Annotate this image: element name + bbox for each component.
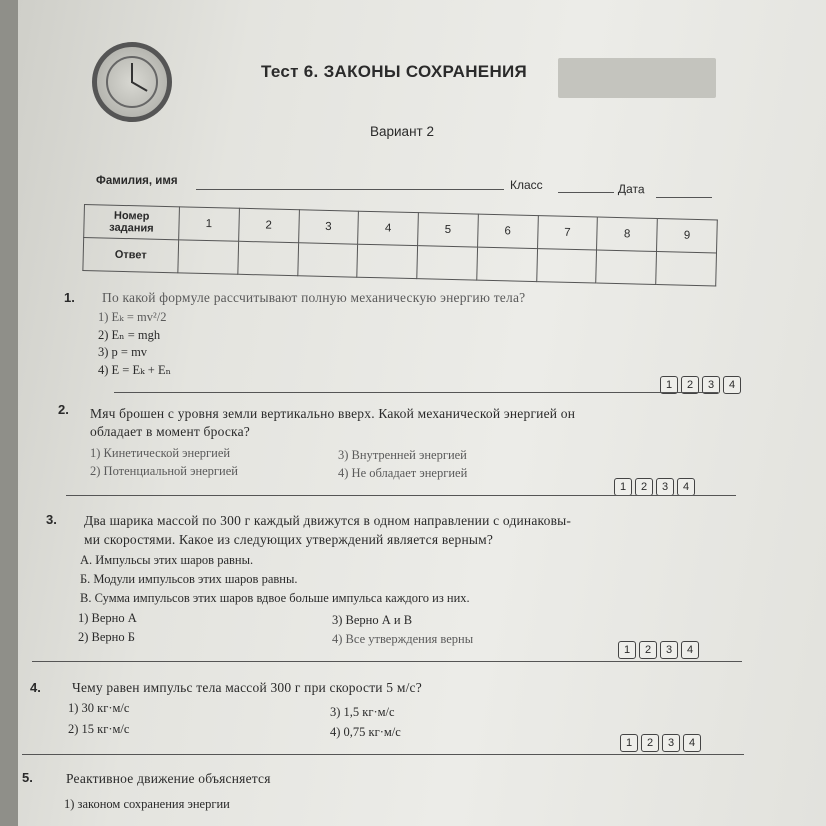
question-number: 2. xyxy=(58,402,69,417)
answer-cell[interactable] xyxy=(417,246,478,280)
task-number: 9 xyxy=(657,219,718,253)
task-number: 6 xyxy=(477,214,538,248)
answer-option: 4) Не обладает энергией xyxy=(338,466,468,480)
question-number: 3. xyxy=(46,512,57,527)
task-number: 3 xyxy=(298,210,359,244)
answer-box[interactable]: 3 xyxy=(656,478,674,496)
answer-box[interactable]: 2 xyxy=(639,641,657,659)
statement: В. Сумма импульсов этих шаров вдвое больше импульса каждого из них. xyxy=(80,591,470,605)
answer-option: 4) E = Eₖ + Eₙ xyxy=(98,363,172,377)
answer-cell[interactable] xyxy=(477,247,538,281)
answer-option: 1) Верно А xyxy=(78,611,137,625)
task-number: 2 xyxy=(238,208,299,242)
question-text: По какой формуле рассчитывают полную механическую энергию тела? xyxy=(102,290,526,305)
answer-box[interactable]: 2 xyxy=(641,734,659,752)
divider xyxy=(32,661,742,662)
clock-icon xyxy=(92,42,172,122)
question-number: 4. xyxy=(30,680,41,695)
answer-cell[interactable] xyxy=(238,241,299,275)
answer-box[interactable]: 1 xyxy=(620,734,638,752)
answer-box[interactable]: 2 xyxy=(681,376,699,394)
answer-box[interactable]: 1 xyxy=(614,478,632,496)
task-number: 7 xyxy=(537,216,598,250)
question-text: Чему равен импульс тела массой 300 г при скорости 5 м/с? xyxy=(72,680,422,695)
answer-cell[interactable] xyxy=(536,249,597,283)
answer-option: 2) Потенциальной энергией xyxy=(90,464,238,478)
statement: А. Импульсы этих шаров равны. xyxy=(80,553,254,567)
answer-boxes xyxy=(620,734,701,752)
answer-box[interactable]: 1 xyxy=(618,641,636,659)
page-title: Тест 6. ЗАКОНЫ СОХРАНЕНИЯ xyxy=(261,62,528,81)
task-number: 4 xyxy=(358,211,419,245)
answer-option: 2) Eₙ = mgh xyxy=(98,328,161,342)
question-text: обладает в момент броска? xyxy=(90,424,250,439)
answer-option: 1) законом сохранения энергии xyxy=(64,797,230,811)
answer-cell[interactable] xyxy=(656,252,717,286)
answer-option: 2) 15 кг·м/с xyxy=(68,722,130,736)
answer-option: 1) Eₖ = mv²/2 xyxy=(98,310,167,324)
class-field[interactable] xyxy=(558,192,614,193)
answer-box[interactable]: 3 xyxy=(660,641,678,659)
answer-cell[interactable] xyxy=(297,243,358,277)
date-label: Дата xyxy=(617,181,645,197)
title-decoration xyxy=(558,58,716,98)
answer-option: 3) p = mv xyxy=(98,345,148,359)
task-number: 8 xyxy=(597,217,658,251)
name-field[interactable] xyxy=(196,189,504,190)
task-number: 1 xyxy=(179,207,240,241)
answer-option: 4) 0,75 кг·м/с xyxy=(330,725,401,739)
answer-option: 1) Кинетической энергией xyxy=(90,446,231,460)
variant-label: Вариант 2 xyxy=(370,124,434,139)
answer-box[interactable]: 2 xyxy=(635,478,653,496)
name-label: Фамилия, имя xyxy=(96,175,178,187)
answer-header: Ответ xyxy=(83,238,179,273)
divider xyxy=(114,392,718,393)
test-sheet xyxy=(18,0,826,826)
answer-option: 1) 30 кг·м/с xyxy=(68,701,130,715)
answer-box[interactable]: 1 xyxy=(660,376,678,394)
answer-box[interactable]: 4 xyxy=(723,376,741,394)
question-text: ми скоростями. Какое из следующих утверждений является верным? xyxy=(84,532,494,547)
class-label: Класс xyxy=(510,178,543,192)
statement: Б. Модули импульсов этих шаров равны. xyxy=(80,572,298,586)
answer-boxes xyxy=(614,478,695,496)
answer-box[interactable]: 4 xyxy=(677,478,695,496)
task-number: 5 xyxy=(418,213,479,247)
answer-option: 3) Внутренней энергией xyxy=(338,448,467,462)
answer-option: 2) Верно Б xyxy=(78,630,135,644)
answer-box[interactable]: 3 xyxy=(702,376,720,394)
answer-box[interactable]: 3 xyxy=(662,734,680,752)
date-field[interactable] xyxy=(656,197,712,198)
answer-table xyxy=(82,204,717,286)
answer-cell[interactable] xyxy=(596,250,657,284)
answer-option: 4) Все утверждения верны xyxy=(332,632,474,646)
divider xyxy=(66,495,736,496)
question-number: 1. xyxy=(64,290,75,305)
answer-option: 3) 1,5 кг·м/с xyxy=(330,705,395,719)
answer-cell[interactable] xyxy=(178,240,239,274)
answer-cell[interactable] xyxy=(357,244,418,278)
answer-option: 3) Верно А и В xyxy=(332,613,413,627)
answer-boxes xyxy=(618,641,699,659)
question-text: Мяч брошен с уровня земли вертикально вверх. Какой механической энергией он xyxy=(90,406,576,421)
answer-box[interactable]: 4 xyxy=(683,734,701,752)
question-number: 5. xyxy=(22,770,33,785)
task-number-header: Номер задания xyxy=(84,205,180,240)
answer-box[interactable]: 4 xyxy=(681,641,699,659)
divider xyxy=(22,754,744,755)
question-text: Реактивное движение объясняется xyxy=(66,771,271,786)
question-text: Два шарика массой по 300 г каждый движутся в одном направлении с одинаковы- xyxy=(84,513,572,528)
